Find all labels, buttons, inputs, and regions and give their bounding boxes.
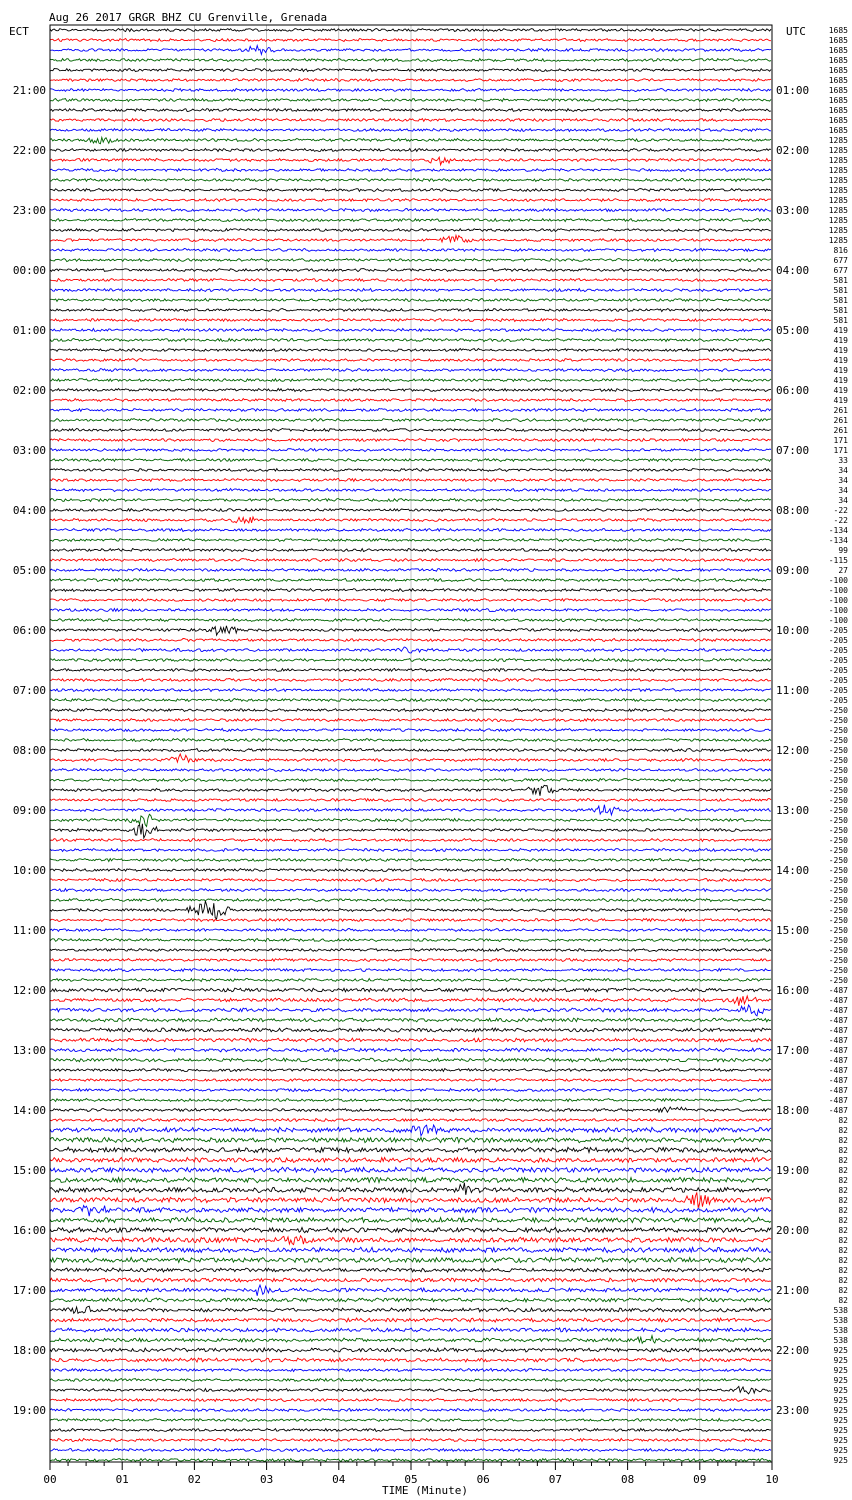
- trace-scale-value: 677: [833, 256, 848, 265]
- right-time-label: 14:00: [776, 864, 810, 877]
- trace-scale-value: -22: [833, 506, 848, 515]
- trace-scale-value: -487: [828, 1066, 848, 1075]
- trace-scale-value: 925: [833, 1446, 848, 1455]
- trace-scale-value: 419: [833, 356, 848, 365]
- trace-scale-value: 925: [833, 1396, 848, 1405]
- trace-scale-value: -250: [828, 766, 848, 775]
- trace-scale-value: -250: [828, 896, 848, 905]
- right-time-label: 07:00: [776, 444, 810, 457]
- left-time-label: 05:00: [12, 564, 46, 577]
- trace-scale-value: 82: [838, 1146, 848, 1155]
- trace-scale-value: -100: [828, 616, 848, 625]
- trace-scale-value: 1685: [828, 126, 848, 135]
- x-axis-label: TIME (Minute): [381, 1484, 469, 1497]
- trace-scale-value: 171: [833, 436, 848, 445]
- right-time-label: 01:00: [776, 84, 810, 97]
- trace-scale-value: 1285: [828, 136, 848, 145]
- trace-scale-value: -250: [828, 726, 848, 735]
- trace-scale-value: 82: [838, 1226, 848, 1235]
- trace-scale-value: 261: [833, 416, 848, 425]
- trace-scale-value: -205: [828, 646, 848, 655]
- right-time-label: 16:00: [776, 984, 810, 997]
- trace-scale-value: 581: [833, 286, 848, 295]
- left-time-label: 10:00: [12, 864, 46, 877]
- trace-scale-value: -250: [828, 876, 848, 885]
- trace-scale-value: 925: [833, 1346, 848, 1355]
- trace-scale-value: 1685: [828, 106, 848, 115]
- trace-scale-value: 1285: [828, 236, 848, 245]
- trace-scale-value: 171: [833, 446, 848, 455]
- trace-scale-value: 27: [838, 566, 848, 575]
- trace-scale-value: -487: [828, 1056, 848, 1065]
- trace-scale-value: 419: [833, 326, 848, 335]
- trace-scale-value: -487: [828, 996, 848, 1005]
- trace-scale-value: 1685: [828, 66, 848, 75]
- trace-scale-value: 82: [838, 1286, 848, 1295]
- trace-scale-value: 82: [838, 1166, 848, 1175]
- trace-scale-value: 1285: [828, 216, 848, 225]
- trace-scale-value: -250: [828, 966, 848, 975]
- trace-scale-value: 1685: [828, 96, 848, 105]
- trace-scale-value: 1685: [828, 46, 848, 55]
- trace-scale-value: -250: [828, 796, 848, 805]
- right-time-label: 09:00: [776, 564, 810, 577]
- trace-scale-value: 925: [833, 1456, 848, 1465]
- x-tick-label: 05: [404, 1473, 418, 1486]
- trace-scale-value: 419: [833, 336, 848, 345]
- trace-scale-value: 677: [833, 266, 848, 275]
- trace-scale-value: -250: [828, 826, 848, 835]
- trace-scale-value: -250: [828, 806, 848, 815]
- trace-scale-value: 419: [833, 386, 848, 395]
- trace-scale-value: 581: [833, 316, 848, 325]
- trace-scale-value: 1285: [828, 206, 848, 215]
- trace-scale-value: 1685: [828, 26, 848, 35]
- trace-scale-value: 1285: [828, 156, 848, 165]
- trace-scale-value: 82: [838, 1136, 848, 1145]
- trace-scale-value: -115: [828, 556, 848, 565]
- trace-scale-value: -250: [828, 926, 848, 935]
- trace-scale-value: -250: [828, 976, 848, 985]
- left-time-label: 08:00: [12, 744, 46, 757]
- left-time-label: 15:00: [12, 1164, 46, 1177]
- trace-scale-value: -250: [828, 706, 848, 715]
- trace-scale-value: -205: [828, 656, 848, 665]
- right-time-label: 15:00: [776, 924, 810, 937]
- right-time-label: 12:00: [776, 744, 810, 757]
- trace-scale-value: 82: [838, 1126, 848, 1135]
- right-time-label: 23:00: [776, 1404, 810, 1417]
- trace-scale-value: -250: [828, 776, 848, 785]
- trace-scale-value: 34: [838, 476, 848, 485]
- trace-scale-value: -100: [828, 576, 848, 585]
- trace-scale-value: -250: [828, 916, 848, 925]
- trace-scale-value: 581: [833, 276, 848, 285]
- left-time-label: 03:00: [12, 444, 46, 457]
- trace-scale-value: -250: [828, 956, 848, 965]
- trace-scale-value: 34: [838, 466, 848, 475]
- trace-scale-value: -250: [828, 746, 848, 755]
- x-tick-label: 04: [332, 1473, 346, 1486]
- trace-scale-value: 816: [833, 246, 848, 255]
- trace-scale-value: -250: [828, 836, 848, 845]
- left-time-label: 14:00: [12, 1104, 46, 1117]
- right-time-label: 04:00: [776, 264, 810, 277]
- trace-scale-value: -250: [828, 866, 848, 875]
- trace-scale-value: -205: [828, 636, 848, 645]
- right-time-label: 22:00: [776, 1344, 810, 1357]
- trace-scale-value: 1685: [828, 86, 848, 95]
- x-tick-label: 07: [548, 1473, 563, 1486]
- left-time-label: 02:00: [12, 384, 46, 397]
- x-tick-label: 00: [43, 1473, 57, 1486]
- left-time-label: 13:00: [12, 1044, 46, 1057]
- right-time-label: 17:00: [776, 1044, 810, 1057]
- right-time-label: 19:00: [776, 1164, 810, 1177]
- right-time-label: 05:00: [776, 324, 810, 337]
- x-tick-label: 08: [620, 1473, 635, 1486]
- trace-scale-value: 1285: [828, 146, 848, 155]
- x-tick-label: 09: [693, 1473, 707, 1486]
- right-time-label: 21:00: [776, 1284, 810, 1297]
- trace-scale-value: -250: [828, 756, 848, 765]
- left-timezone-label: ECT: [9, 25, 29, 38]
- trace-scale-value: -250: [828, 856, 848, 865]
- trace-scale-value: 99: [838, 546, 848, 555]
- trace-scale-value: 82: [838, 1266, 848, 1275]
- right-time-label: 02:00: [776, 144, 810, 157]
- trace-scale-value: 1285: [828, 226, 848, 235]
- trace-scale-value: 419: [833, 396, 848, 405]
- trace-scale-value: -205: [828, 676, 848, 685]
- trace-scale-value: -100: [828, 586, 848, 595]
- x-tick-label: 10: [765, 1473, 779, 1486]
- x-tick-label: 03: [259, 1473, 274, 1486]
- trace-scale-value: -250: [828, 936, 848, 945]
- trace-scale-value: 82: [838, 1206, 848, 1215]
- trace-scale-value: 925: [833, 1356, 848, 1365]
- left-time-label: 23:00: [12, 204, 46, 217]
- left-time-label: 11:00: [12, 924, 46, 937]
- trace-scale-value: 538: [833, 1336, 848, 1345]
- trace-scale-value: -487: [828, 1016, 848, 1025]
- trace-scale-value: 925: [833, 1416, 848, 1425]
- trace-scale-value: -487: [828, 1076, 848, 1085]
- right-time-label: 08:00: [776, 504, 810, 517]
- trace-scale-value: -134: [828, 536, 848, 545]
- trace-scale-value: 82: [838, 1196, 848, 1205]
- trace-scale-value: 82: [838, 1186, 848, 1195]
- trace-scale-value: 261: [833, 426, 848, 435]
- trace-scale-value: -487: [828, 1006, 848, 1015]
- trace-scale-value: 82: [838, 1116, 848, 1125]
- left-time-label: 06:00: [12, 624, 46, 637]
- left-time-label: 09:00: [12, 804, 46, 817]
- trace-scale-value: 82: [838, 1276, 848, 1285]
- x-tick-label: 02: [187, 1473, 202, 1486]
- trace-scale-value: 538: [833, 1306, 848, 1315]
- left-time-label: 04:00: [12, 504, 46, 517]
- trace-scale-value: 82: [838, 1256, 848, 1265]
- trace-scale-value: -205: [828, 626, 848, 635]
- left-time-label: 16:00: [12, 1224, 46, 1237]
- trace-scale-value: 1685: [828, 36, 848, 45]
- left-time-label: 18:00: [12, 1344, 46, 1357]
- trace-scale-value: -250: [828, 886, 848, 895]
- right-time-label: 10:00: [776, 624, 810, 637]
- trace-scale-value: -250: [828, 906, 848, 915]
- right-time-label: 20:00: [776, 1224, 810, 1237]
- trace-scale-value: -205: [828, 686, 848, 695]
- right-time-label: 06:00: [776, 384, 810, 397]
- trace-scale-value: -250: [828, 946, 848, 955]
- trace-scale-value: -250: [828, 816, 848, 825]
- trace-scale-value: 419: [833, 346, 848, 355]
- trace-scale-value: -100: [828, 596, 848, 605]
- left-time-label: 21:00: [12, 84, 46, 97]
- trace-scale-value: 1685: [828, 76, 848, 85]
- trace-scale-value: 82: [838, 1246, 848, 1255]
- left-time-label: 12:00: [12, 984, 46, 997]
- trace-scale-value: 33: [838, 456, 848, 465]
- trace-scale-value: 82: [838, 1216, 848, 1225]
- trace-scale-value: 581: [833, 296, 848, 305]
- trace-scale-value: 261: [833, 406, 848, 415]
- right-time-label: 11:00: [776, 684, 810, 697]
- trace-scale-value: -487: [828, 1026, 848, 1035]
- trace-scale-value: 82: [838, 1296, 848, 1305]
- trace-scale-value: 925: [833, 1406, 848, 1415]
- trace-scale-value: 1285: [828, 186, 848, 195]
- trace-scale-value: 419: [833, 366, 848, 375]
- trace-scale-value: -487: [828, 1096, 848, 1105]
- trace-scale-value: -250: [828, 846, 848, 855]
- trace-scale-value: -487: [828, 1106, 848, 1115]
- right-time-label: 18:00: [776, 1104, 810, 1117]
- trace-scale-value: -487: [828, 986, 848, 995]
- trace-scale-value: 925: [833, 1436, 848, 1445]
- trace-scale-value: -100: [828, 606, 848, 615]
- trace-scale-value: 1285: [828, 176, 848, 185]
- trace-scale-value: 1685: [828, 56, 848, 65]
- trace-scale-value: 925: [833, 1386, 848, 1395]
- left-time-label: 07:00: [12, 684, 46, 697]
- trace-scale-value: -205: [828, 696, 848, 705]
- trace-scale-value: 34: [838, 486, 848, 495]
- trace-scale-value: 538: [833, 1326, 848, 1335]
- trace-scale-value: 925: [833, 1426, 848, 1435]
- x-tick-label: 01: [115, 1473, 129, 1486]
- left-time-label: 17:00: [12, 1284, 46, 1297]
- trace-scale-value: 1285: [828, 196, 848, 205]
- trace-scale-value: 82: [838, 1156, 848, 1165]
- trace-scale-value: -22: [833, 516, 848, 525]
- trace-scale-value: 82: [838, 1176, 848, 1185]
- trace-scale-value: -134: [828, 526, 848, 535]
- trace-scale-value: 34: [838, 496, 848, 505]
- x-tick-label: 06: [476, 1473, 490, 1486]
- left-time-label: 00:00: [12, 264, 46, 277]
- trace-scale-value: 82: [838, 1236, 848, 1245]
- right-time-label: 13:00: [776, 804, 810, 817]
- right-timezone-label: UTC: [786, 25, 806, 38]
- trace-scale-value: -250: [828, 786, 848, 795]
- left-time-label: 19:00: [12, 1404, 46, 1417]
- trace-scale-value: 581: [833, 306, 848, 315]
- trace-scale-value: 925: [833, 1366, 848, 1375]
- trace-scale-value: -487: [828, 1086, 848, 1095]
- trace-scale-value: 538: [833, 1316, 848, 1325]
- trace-scale-value: -250: [828, 736, 848, 745]
- trace-scale-value: 1285: [828, 166, 848, 175]
- trace-scale-value: 1685: [828, 116, 848, 125]
- chart-title: Aug 26 2017 GRGR BHZ CU Grenville, Grenada: [49, 11, 328, 24]
- trace-scale-value: 419: [833, 376, 848, 385]
- right-time-label: 03:00: [776, 204, 810, 217]
- left-time-label: 01:00: [12, 324, 46, 337]
- trace-scale-value: 925: [833, 1376, 848, 1385]
- trace-scale-value: -250: [828, 716, 848, 725]
- left-time-label: 22:00: [12, 144, 46, 157]
- trace-scale-value: -205: [828, 666, 848, 675]
- trace-scale-value: -487: [828, 1036, 848, 1045]
- trace-scale-value: -487: [828, 1046, 848, 1055]
